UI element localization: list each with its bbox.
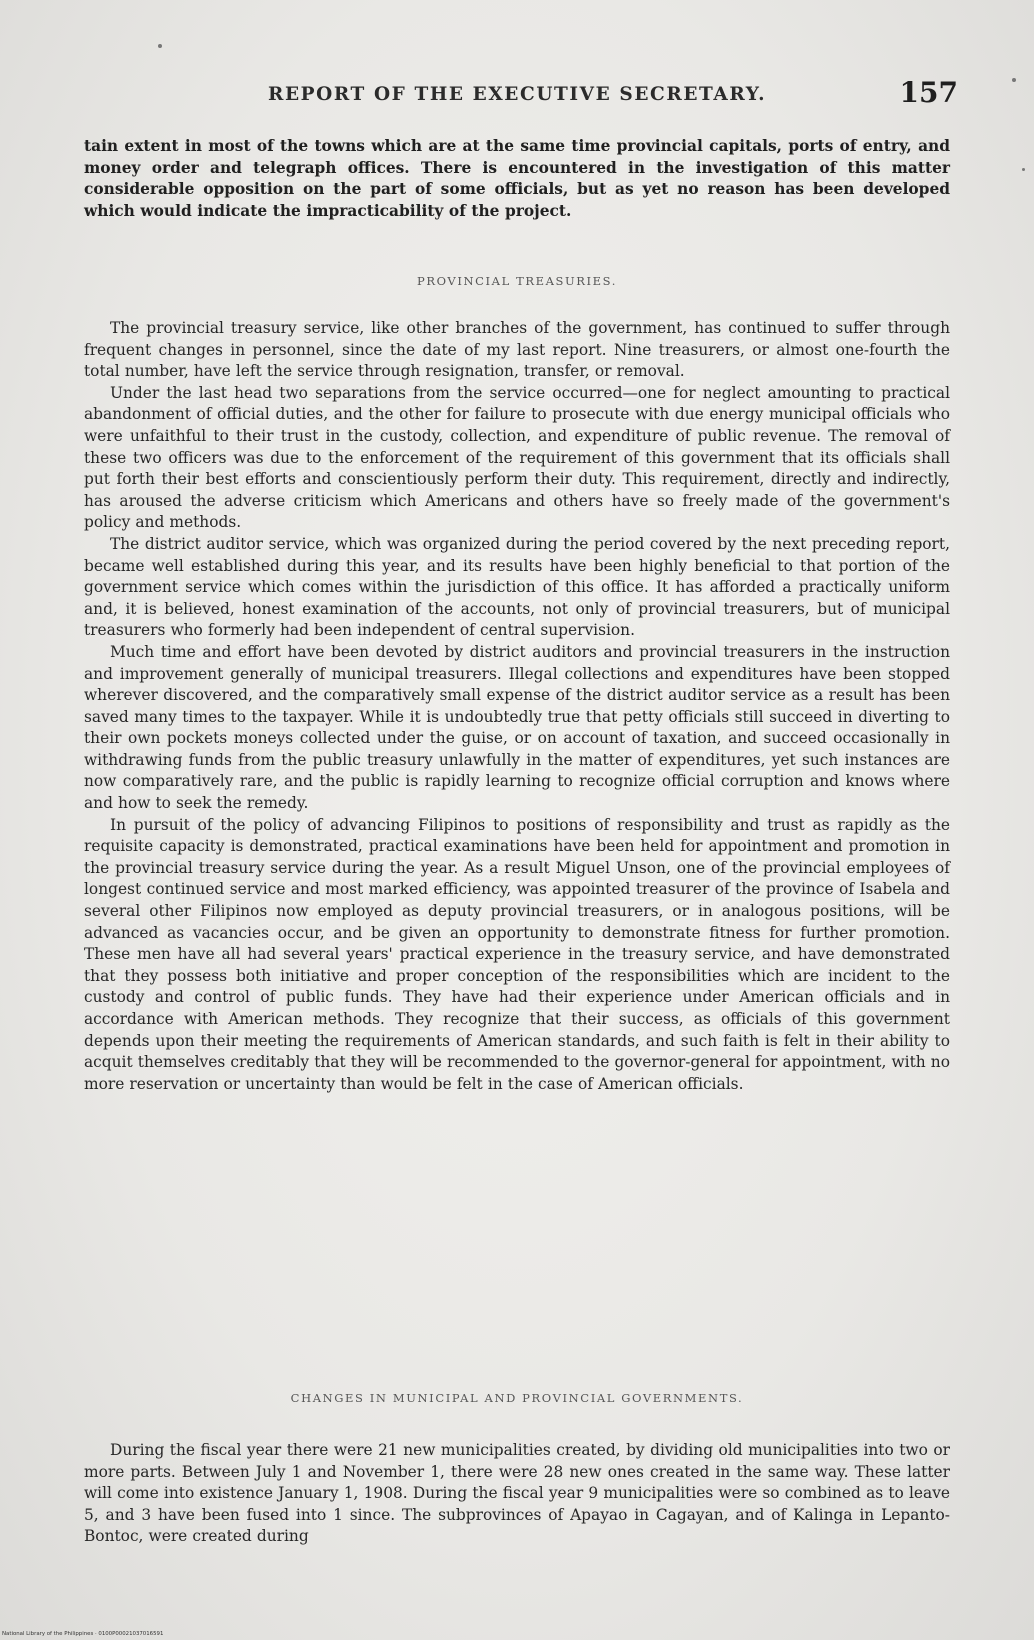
scan-speck [1022,168,1025,171]
paragraph: The district auditor service, which was organized during the period covered by the next preceding report, became well established during this year, and its results have been highly beneficial to that portion of the government service which comes within the jurisdiction of this office. It has afforded a practically uniform and, it is believed, honest examination of the accounts, not only of provincial treasurers, but of municipal treasurers who formerly had been independent of central supervision. [84,534,950,640]
scan-speck [158,44,162,48]
page-number: 157 [899,76,958,109]
paragraph: In pursuit of the policy of advancing Filipinos to positions of responsibility and trust as rapidly as the requisite capacity is demonstrated, practical examinations have been held for appointment and promotion in the provincial treasury service during the year. As a result Miguel Unson, one of the provincial employees of longest continued service and most marked efficiency, was appointed treasurer of the province of Isabela and several other Filipinos now employed as deputy provincial treasurers, or in analogous positions, will be advanced as vacancies occur, and be given an opportunity to demonstrate fitness for further promotion. These men have all had several years' practical experience in the treasury service, and have demonstrated that they possess both initiative and proper conception of the responsibilities which are incident to the custody and control of public funds. They have had their experience under American officials and in accordance with American methods. They recognize that their success, as officials of this government depends upon their meeting the requirements of American standards, and such faith is felt in their ability to acquit themselves creditably that they will be recommended to the governor-general for appointment, with no more reservation or uncertainty than would be felt in the case of American officials. [84,815,950,1093]
running-head: REPORT OF THE EXECUTIVE SECRETARY. [268,84,767,105]
section-heading-provincial-treasuries: PROVINCIAL TREASURIES. [417,274,617,288]
intro-paragraph: tain extent in most of the towns which are at the same time provincial capitals, ports of entry, and money order and telegraph offices. There is encountered in the investigation of this matter considerable opposition on the part of some officials, but as yet no reason has been developed which would indicate the impracticability of the project. [84,137,950,220]
footer-credit: National Library of the Philippines · 0100P00021037016591 [2,1631,164,1637]
scan-speck [1012,78,1016,82]
page-header [84,76,958,116]
section-heading-municipal-changes: CHANGES IN MUNICIPAL AND PROVINCIAL GOVERNMENTS. [290,1391,744,1405]
paragraph: Much time and effort have been devoted by district auditors and provincial treasurers in the instruction and improvement generally of municipal treasurers. Illegal collections and expenditures have been stopped wherever discovered, and the comparatively small expense of the district auditor service as a result has been saved many times to the taxpayer. While it is undoubtedly true that petty officials still succeed in diverting to their own pockets moneys collected under the guise, or on account of taxation, and succeed occasionally in withdrawing funds from the public treasury unlawfully in the matter of expenditures, yet such instances are now comparatively rare, and the public is rapidly learning to recognize official corruption and knows where and how to seek the remedy. [84,642,950,813]
municipal-changes-block [84,1440,950,1548]
provincial-treasuries-block [84,318,950,1095]
paragraph: Under the last head two separations from the service occurred—one for neglect amounting to practical abandonment of official duties, and the other for failure to prosecute with due energy municipal officials who were unfaithful to their trust in the custody, collection, and expenditure of public revenue. The removal of these two officers was due to the enforcement of the requirement of this government that its officials shall put forth their best efforts and conscientiously perform their duty. This requirement, directly and indirectly, has aroused the adverse criticism which Americans and others have so freely made of the government's policy and methods. [84,383,950,532]
intro-block [84,136,950,222]
paragraph: During the fiscal year there were 21 new municipalities created, by dividing old municipalities into two or more parts. Between July 1 and November 1, there were 28 new ones created in the same way. These latter will come into existence January 1, 1908. During the fiscal year 9 municipalities were so combined as to leave 5, and 3 have been fused into 1 since. The subprovinces of Apayao in Cagayan, and of Kalinga in Lepanto-Bontoc, were created during [84,1441,950,1546]
paragraph: The provincial treasury service, like other branches of the government, has continued to suffer through frequent changes in personnel, since the date of my last report. Nine treasurers, or almost one-fourth the total number, have left the service through resignation, transfer, or removal. [84,319,950,381]
